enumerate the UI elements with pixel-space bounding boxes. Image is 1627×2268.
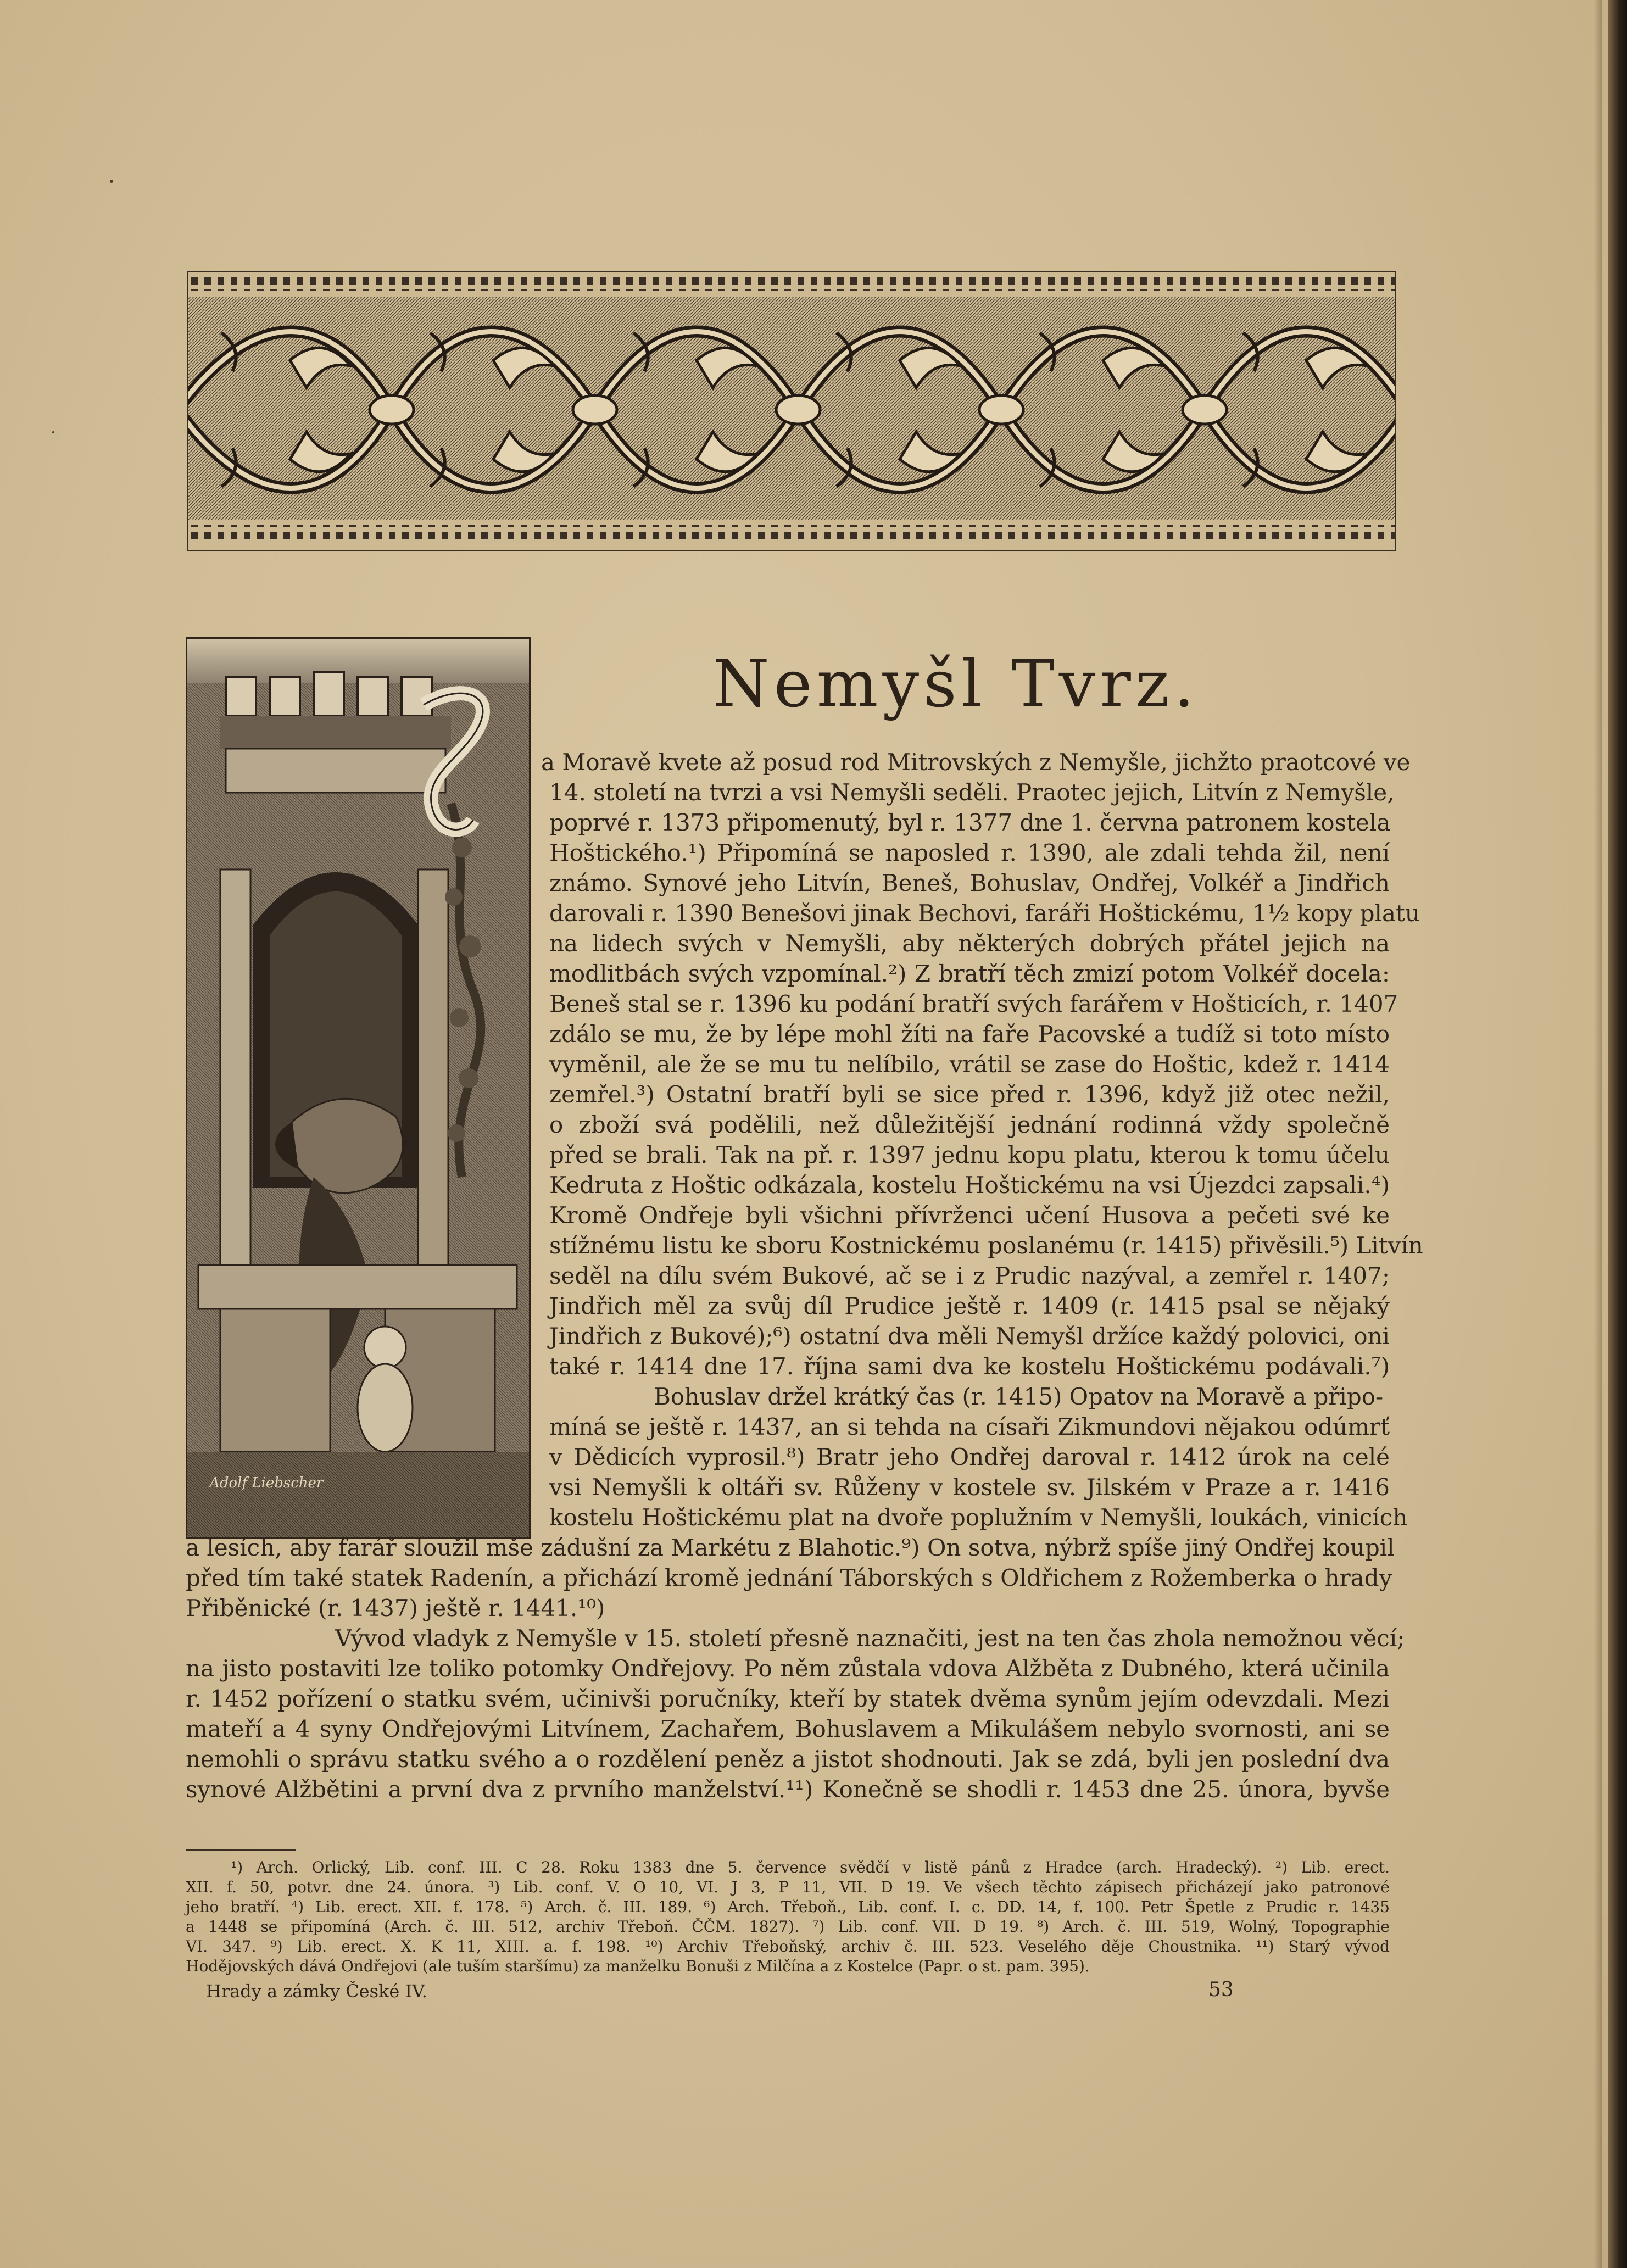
- body-line: nemohli o správu statku svého a o rozdělení peněz a jistot shodnouti. Jak se zdá, byli jen poslední dva: [186, 1746, 1390, 1773]
- ornamental-header-band: [187, 271, 1396, 551]
- body-line: 14. století na tvrzi a vsi Nemyšli seděli. Praotec jejich, Litvín z Nemyšle,: [549, 779, 1395, 806]
- body-line: zdálo se mu, že by lépe mohl žíti na faře Pacovské a tudíž si toto místo: [549, 1021, 1390, 1047]
- body-line: o zboží svá podělili, než důležitější jednání rodinná vždy společně: [549, 1111, 1390, 1138]
- body-line: před se brali. Tak na př. r. 1397 jednu kopu platu, kterou k tomu účelu: [549, 1141, 1390, 1168]
- artist-signature: Adolf Liebscher: [209, 1475, 324, 1491]
- body-line: kostelu Hoštickému plat na dvoře poplužním v Nemyšli, loukách, vinicích: [549, 1504, 1408, 1531]
- page-title: Nemyšl Tvrz.: [712, 646, 1199, 722]
- body-line: Bohuslav držel krátký čas (r. 1415) Opatov na Moravě a připo-: [654, 1383, 1384, 1410]
- spine-shadow: [1594, 0, 1602, 2268]
- speck: [52, 431, 54, 433]
- body-line: Jindřich z Bukové);⁶) ostatní dva měli Nemyšl držíce každý polovici, oni: [549, 1323, 1390, 1350]
- body-line: před tím také statek Radenín, a přichází kromě jednání Táborských s Oldřichem z Rožemberka o hrady: [186, 1564, 1392, 1591]
- body-line: Přiběnické (r. 1437) ještě r. 1441.¹⁰): [186, 1595, 605, 1621]
- body-line: vyměnil, ale že se mu tu nelíbilo, vrátil se zase do Hoštic, kdež r. 1414: [549, 1051, 1390, 1078]
- body-line: Hoštického.¹) Připomíná se naposled r. 1390, ale zdali tehda žil, není: [549, 839, 1390, 866]
- body-line: darovali r. 1390 Benešovi jinak Bechovi, faráři Hoštickému, 1½ kopy platu: [549, 900, 1420, 927]
- body-line: také r. 1414 dne 17. října sami dva ke kostelu Hoštickému podávali.⁷): [549, 1353, 1390, 1380]
- footnote-line: ¹) Arch. Orlický, Lib. conf. III. C 28. Roku 1383 dne 5. července svědčí v listě pánů z Hradce (arch. Hradecký). ²) Lib. erect.: [231, 1858, 1390, 1876]
- body-line: a lesích, aby farář sloužil mše zádušní za Markétu z Blahotic.⁹) On sotva, nýbrž spíše jiný Ondřej koupil: [186, 1534, 1395, 1561]
- body-line: zemřel.³) Ostatní bratří byli se sice před r. 1396, když již otec nežil,: [549, 1081, 1390, 1108]
- body-line: modlitbách svých vzpomínal.²) Z bratří těch zmizí potom Volkéř docela:: [549, 960, 1390, 987]
- body-line: stížnému listu ke sboru Kostnickému poslanému (r. 1415) přivěsili.⁵) Litvín: [549, 1232, 1423, 1259]
- speck: [110, 180, 113, 183]
- body-line: míná se ještě r. 1437, an si tehda na císaři Zikmundovi nějakou odúmrť: [549, 1413, 1390, 1440]
- body-line: poprvé r. 1373 připomenutý, byl r. 1377 dne 1. června patronem kostela: [549, 809, 1391, 836]
- body-line: Beneš stal se r. 1396 ku podání bratří svých farářem v Hošticích, r. 1407: [549, 990, 1398, 1017]
- engraving-svg: [187, 639, 529, 1537]
- body-line: vsi Nemyšli k oltáři sv. Růženy v kostele sv. Jilském v Praze a r. 1416: [549, 1474, 1390, 1501]
- ornament-svg: [188, 272, 1395, 550]
- running-footer-title: Hrady a zámky České IV.: [206, 1981, 427, 2002]
- footnote-line: jeho bratří. ⁴) Lib. erect. XII. f. 178. ⁵) Arch. č. III. 189. ⁶) Arch. Třeboň., Lib. conf. I. c. DD. 14, f. 100. Petr Špetle z Prudic r. 1435: [186, 1898, 1390, 1916]
- footnote-rule: [186, 1849, 296, 1851]
- body-line: Kromě Ondřeje byli všichni přívrženci učení Husova a pečeti své ke: [549, 1202, 1390, 1229]
- footnote-line: VI. 347. ⁹) Lib. erect. X. K 11, XIII. a. f. 198. ¹⁰) Archiv Třeboňský, archiv č. III. 523. Veselého děje Choustnika. ¹¹) Starý vývod: [186, 1937, 1390, 1955]
- body-line: Kedruta z Hoštic odkázala, kostelu Hoštickému na vsi Újezdci zapsali.⁴): [549, 1172, 1390, 1199]
- footnote-line: Hodějovských dává Ondřejovi (ale tuším staršímu) za manželku Bonuši z Milčína a z Kostelce (Papr. o st. pam. 395).: [186, 1957, 1090, 1975]
- body-line: a Moravě kvete až posud rod Mitrovských z Nemyšle, jichžto praotcové ve: [541, 749, 1411, 776]
- engraving-illustration: [186, 637, 531, 1539]
- footnote-line: a 1448 se připomíná (Arch. č. III. 512, archiv Třeboň. ČČM. 1827). ⁷) Lib. conf. VII. D 19. ⁸) Arch. č. III. 519, Wolný, Topographie: [186, 1918, 1390, 1936]
- body-line: známo. Synové jeho Litvín, Beneš, Bohuslav, Ondřej, Volkéř a Jindřich: [549, 870, 1390, 896]
- book-spine: [1608, 0, 1627, 2268]
- body-line: Vývod vladyk z Nemyšle v 15. století přesně naznačiti, jest na ten čas zhola nemožnou věcí;: [335, 1625, 1405, 1652]
- body-line: na lidech svých v Nemyšli, aby některých dobrých přátel jejich na: [549, 930, 1390, 957]
- page-number: 53: [1208, 1979, 1234, 2001]
- body-line: synové Alžbětini a první dva z prvního manželství.¹¹) Konečně se shodli r. 1453 dne 25. února, byvše: [186, 1776, 1390, 1803]
- body-line: na jisto postaviti lze toliko potomky Ondřejovy. Po něm zůstala vdova Alžběta z Dubného, která učinila: [186, 1655, 1390, 1682]
- body-line: seděl na dílu svém Bukové, ač se i z Prudic nazýval, a zemřel r. 1407;: [549, 1262, 1390, 1289]
- footnote-line: XII. f. 50, potvr. dne 24. února. ³) Lib. conf. V. O 10, VI. J 3, P 11, VII. D 19. Ve všech těchto zápisech přicházejí jako patronové: [186, 1878, 1390, 1896]
- body-line: r. 1452 pořízení o statku svém, učinivši poručníky, kteří by statek dvěma synům jejím odevzdali. Mezi: [186, 1685, 1390, 1712]
- body-line: mateří a 4 syny Ondřejovými Litvínem, Zachařem, Bohuslavem a Mikulášem nebylo svornosti, ani se: [186, 1715, 1390, 1742]
- body-line: Jindřich měl za svůj díl Prudice ještě r. 1409 (r. 1415 psal se nějaký: [549, 1292, 1390, 1319]
- body-line: v Dědicích vyprosil.⁸) Bratr jeho Ondřej daroval r. 1412 úrok na celé: [549, 1444, 1390, 1470]
